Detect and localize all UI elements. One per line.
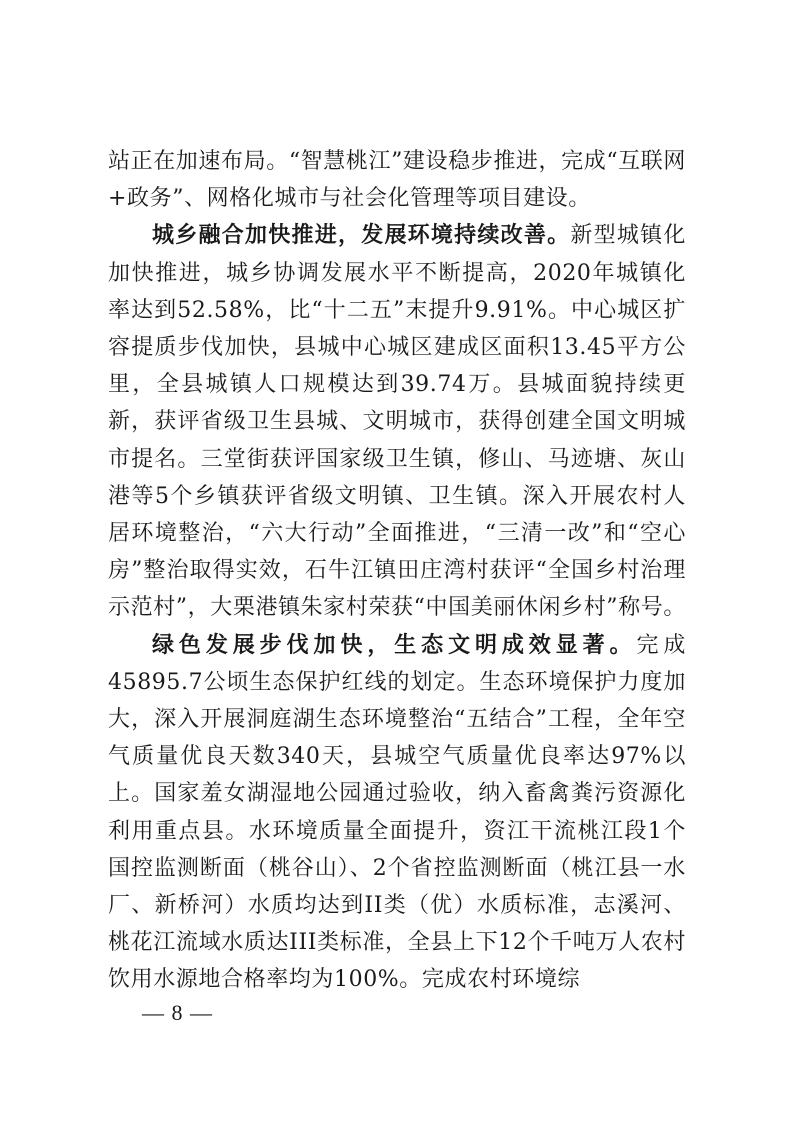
body-text: [108, 143, 686, 999]
paragraph-1-text: 站正在加速布局。“智慧桃江”建设稳步推进，完成“互联网+政务”、网格化城市与社会化管理等项目建设。: [108, 149, 686, 212]
paragraph-3-heading: 绿色发展步伐加快，生态文明成效显著。: [152, 631, 637, 658]
page-number: — 8 —: [142, 1000, 213, 1025]
paragraph-2-text: 新型城镇化加快推进，城乡协调发展水平不断提高，2020年城镇化率达到52.58%，比“十二五”末提升9.91%。中心城区扩容提质步伐加快，县城中心城区建成区面积13.45平方公里，全县城镇人口规模达到39.74万。县城面貌持续更新，获评省级卫生县城、文明城市，获得创建全国文明城市提名。三堂街获评国家级卫生镇，修山、马迹塘、灰山港等5个乡镇获评省级文明镇、卫生镇。深入开展农村人居环境整治，“六大行动”全面推进，“三清一改”和“空心房”整治取得实效，石牛江镇田庄湾村获评“全国乡村治理示范村”，大栗港镇朱家村荣获“中国美丽休闲乡村”称号。: [108, 223, 686, 621]
paragraph-2-heading: 城乡融合加快推进，发展环境持续改善。: [152, 222, 571, 249]
paragraph-1: [108, 143, 686, 217]
paragraph-3-text: 完成45895.7公顷生态保护红线的划定。生态环境保护力度加大，深入开展洞庭湖生态环境整治“五结合”工程，全年空气质量优良天数340天，县城空气质量优良率达97%以上。国家羞女湖湿地公园通过验收，纳入畜禽粪污资源化利用重点县。水环境质量全面提升，资江干流桃江段1个国控监测断面（桃谷山）、2个省控监测断面（桃江县一水厂、新桥河）水质均达到II类（优）水质标准，志溪河、桃花江流域水质达III类标准，全县上下12个千吨万人农村饮用水源地合格率均为100%。完成农村环境综: [108, 632, 686, 993]
paragraph-2: [108, 217, 686, 626]
paragraph-3: [108, 627, 686, 999]
